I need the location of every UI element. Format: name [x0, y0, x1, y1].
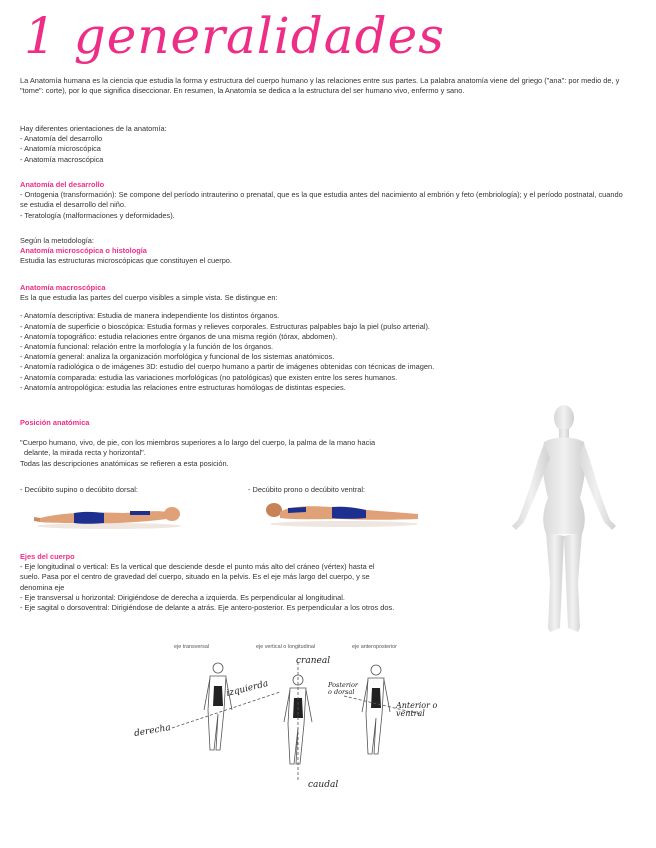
ejes-item: denomina eje: [20, 582, 65, 592]
hand-label-caudal: caudal: [308, 780, 339, 790]
macroscopica-text: Es la que estudia las partes del cuerpo visibles a simple vista. Se distingue en:: [20, 293, 278, 303]
desarrollo-line: - Teratología (malformaciones y deformidades).: [20, 210, 175, 220]
posicion-note: Todas las descripciones anatómicas se refieren a esta posición.: [20, 458, 229, 468]
ejes-section: [20, 552, 500, 613]
macroscopica-item: - Anatomía topográfico: estudia relaciones entre órganos de una misma región (tórax, abdomen).: [20, 331, 338, 341]
macroscopica-item: - Anatomía general: analiza la organización morfológica y funcional de los sistemas anatómicos.: [20, 352, 335, 362]
posicion-heading: Posición anatómica: [20, 418, 90, 427]
axis-label-longitudinal: eje vertical o longitudinal: [256, 644, 316, 650]
ejes-item: suelo. Pasa por el centro de gravedad del cuerpo, situado en la pelvis. Es el eje más largo del cuerpo, y se: [20, 572, 370, 582]
orientation-item: - Anatomía del desarrollo: [20, 134, 103, 144]
desarrollo-section: [20, 180, 632, 221]
axis-label-transversal: eje transversal: [174, 644, 210, 650]
macroscopica-heading: Anatomía macroscópica: [20, 283, 106, 292]
macroscopica-section: [20, 283, 620, 393]
figure-longitudinal: [284, 662, 312, 780]
ejes-item: - Eje sagital o dorsoventral: Dirigiéndose de delante a atrás. Eje antero-posterior. Es perpendicular a los otros dos.: [20, 603, 395, 613]
posicion-quote-line: "Cuerpo humano, vivo, de pie, con los miembros superiores a lo largo del cuerpo, la palma de la mano hacia: [20, 438, 376, 448]
posicion-quote-line: delante, la mirada recta y horizontal".: [24, 448, 146, 458]
ejes-item: - Eje longitudinal o vertical: Es la vertical que desciende desde el punto más alto del cráneo (vértex) hasta el: [20, 562, 375, 572]
intro-text: La Anatomía humana es la ciencia que estudia la forma y estructura del cuerpo humano y las relaciones entre sus partes. La palabra anatomía viene del griego ("ana": por medio de, y "tome": corte), por lo que significa diseccionar. En resumen, la Anatomía se dedica a la estructura del ser humano vivo, enfermo y sano.: [20, 76, 620, 96]
page-title: 1 generalidades: [24, 7, 445, 65]
orientation-item: - Anatomía microscópica: [20, 144, 101, 154]
axis-label-anteroposterior: eje anteroposterior: [352, 644, 397, 650]
desarrollo-line: - Ontogenia (transformación): Se compone del período intrauterino o prenatal, que es la que estudia antes del nacimiento al embrión y feto (embriología); y el período postnatal, cuando se estudia el desarrollo del niño.: [20, 190, 623, 210]
macroscopica-item: - Anatomía comparada: estudia las variaciones morfológicas (no patológicas) que existen entre los seres humanos.: [20, 372, 398, 382]
macroscopica-item: - Anatomía antropológica: estudia las relaciones entre estructuras homólogas de distintas especies.: [20, 382, 346, 392]
ejes-heading: Ejes del cuerpo: [20, 552, 75, 561]
anatomical-position-mannequin: [504, 402, 624, 638]
hand-label-anterior: Anterior o ventral: [396, 701, 438, 718]
ejes-item: - Eje transversal u horizontal: Dirigiéndose de derecha a izquierda. Es perpendicular al longitudinal.: [20, 592, 345, 602]
hand-label-posterior: Posterior o dorsal: [328, 681, 359, 696]
supino-label: - Decúbito supino o decúbito dorsal:: [20, 485, 138, 494]
axes-figures: [130, 640, 450, 800]
hand-label-derecha: derecha: [133, 722, 172, 740]
microscopica-text: Estudia las estructuras microscópicas que constituyen el cuerpo.: [20, 256, 232, 266]
prono-label: - Decúbito prono o decúbito ventral:: [248, 485, 366, 494]
macroscopica-item: - Anatomía radiológica o de imágenes 3D: estudio del cuerpo humano a partir de imágenes obtenidas con técnicas de imagen.: [20, 362, 435, 372]
orientation-item: - Anatomía macroscópica: [20, 154, 104, 164]
body-axes-diagram: [130, 640, 450, 800]
macroscopica-item: - Anatomía funcional: relación entre la morfología y la función de los órganos.: [20, 342, 274, 352]
desarrollo-heading: Anatomía del desarrollo: [20, 180, 105, 189]
orientations-section: [20, 124, 620, 165]
figure-transversal: [172, 663, 280, 750]
microscopica-section: [20, 236, 620, 267]
metodologia-lead: Según la metodología:: [20, 236, 94, 245]
decubito-supino-figure: [34, 500, 184, 532]
hand-label-craneal: craneal: [296, 656, 331, 666]
hand-label-izquierda: izquierda: [225, 678, 270, 700]
intro-paragraph: [20, 76, 632, 96]
orientations-lead: Hay diferentes orientaciones de la anatomía:: [20, 124, 167, 133]
macroscopica-item: - Anatomía descriptiva: Estudia de manera independiente los distintos órganos.: [20, 311, 280, 321]
macroscopica-item: - Anatomía de superficie o bioscópica: Estudia formas y relieves corporales. Estructuras palpables bajo la piel (pulso arterial).: [20, 321, 430, 331]
microscopica-heading: Anatomía microscópica o histología: [20, 246, 147, 256]
decubito-prono-figure: [262, 496, 422, 530]
